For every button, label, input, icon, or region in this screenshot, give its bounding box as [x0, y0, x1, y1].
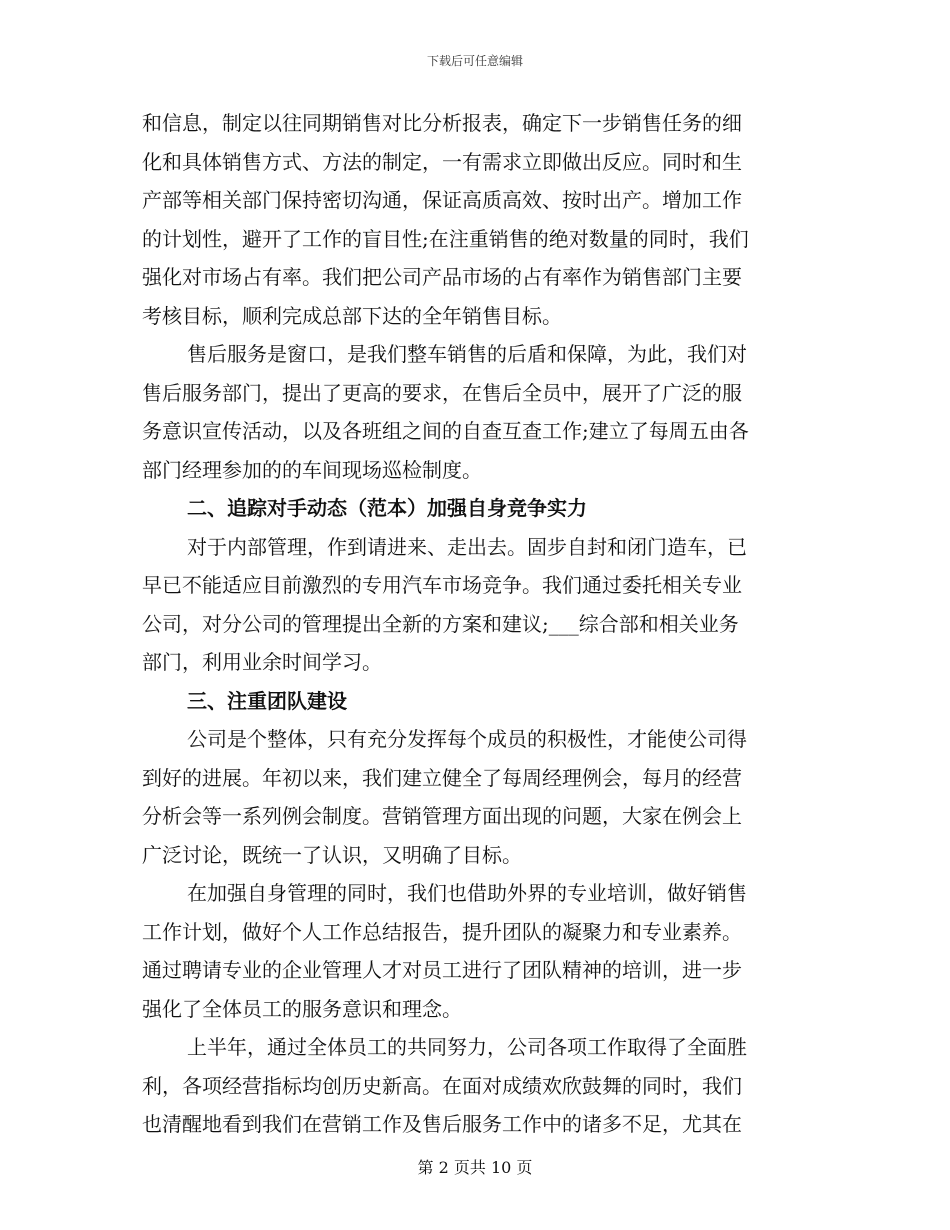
document-body — [142, 104, 812, 1144]
text-line: 考核目标，顺利完成总部下达的全年销售目标。 — [142, 303, 562, 328]
text-line: 化和具体销售方式、方法的制定，一有需求立即做出反应。同时和生 — [142, 149, 742, 174]
text-line: 产部等相关部门保持密切沟通，保证高质高效、按时出产。增加工作 — [142, 188, 742, 212]
text-line: 务意识宣传活动，以及各班组之间的自查互查工作;建立了每周五由各 — [142, 419, 749, 443]
text-line: 公司，对分公司的管理提出全新的方案和建议;___综合部和相关业务 — [142, 611, 739, 636]
text-line: 到好的进展。年初以来，我们建立健全了每周经理例会，每月的经营 — [142, 765, 742, 790]
section-heading: 三、注重团队建设 — [187, 688, 347, 713]
section-heading: 二、追踪对手动态（范本）加强自身竞争实力 — [187, 496, 587, 520]
text-line: 的计划性，避开了工作的盲目性;在注重销售的绝对数量的同时，我们 — [142, 226, 749, 251]
text-line: 分析会等一系列例会制度。营销管理方面出现的问题，大家在例会上 — [142, 804, 742, 828]
text-line: 强化了全体员工的服务意识和理念。 — [142, 996, 462, 1021]
text-line: 早已不能适应目前激烈的专用汽车市场竞争。我们通过委托相关专业 — [142, 573, 742, 597]
text-line: 利，各项经营指标均创历史新高。在面对成绩欢欣鼓舞的同时，我们 — [142, 1073, 742, 1098]
text-line: 部门经理参加的的车间现场巡检制度。 — [142, 457, 482, 482]
text-line: 部门，利用业余时间学习。 — [142, 650, 382, 674]
text-line: 售后服务是窗口，是我们整车销售的后盾和保障，为此，我们对 — [187, 342, 747, 366]
text-line: 强化对市场占有率。我们把公司产品市场的占有率作为销售部门主要 — [142, 265, 742, 289]
page-header: 下载后可任意编辑 — [426, 54, 523, 68]
text-line: 对于内部管理，作到请进来、走出去。固步自封和闭门造车，已 — [187, 534, 747, 559]
text-line: 和信息，制定以往同期销售对比分析报表，确定下一步销售任务的细 — [142, 111, 742, 135]
text-line: 通过聘请专业的企业管理人才对员工进行了团队精神的培训，进一步 — [142, 958, 742, 982]
text-line: 上半年，通过全体员工的共同努力，公司各项工作取得了全面胜 — [187, 1035, 747, 1059]
page-footer: 第 2 页共 10 页 — [417, 1158, 533, 1177]
text-line: 广泛讨论，既统一了认识，又明确了目标。 — [142, 842, 522, 867]
text-line: 也清醒地看到我们在营销工作及售后服务工作中的诸多不足，尤其在 — [142, 1112, 742, 1136]
text-line: 工作计划，做好个人工作总结报告，提升团队的凝聚力和专业素养。 — [142, 919, 742, 944]
text-line: 售后服务部门，提出了更高的要求，在售后全员中，展开了广泛的服 — [142, 380, 742, 405]
text-line: 公司是个整体，只有充分发挥每个成员的积极性，才能使公司得 — [187, 727, 747, 751]
text-line: 在加强自身管理的同时，我们也借助外界的专业培训，做好销售 — [187, 881, 747, 905]
